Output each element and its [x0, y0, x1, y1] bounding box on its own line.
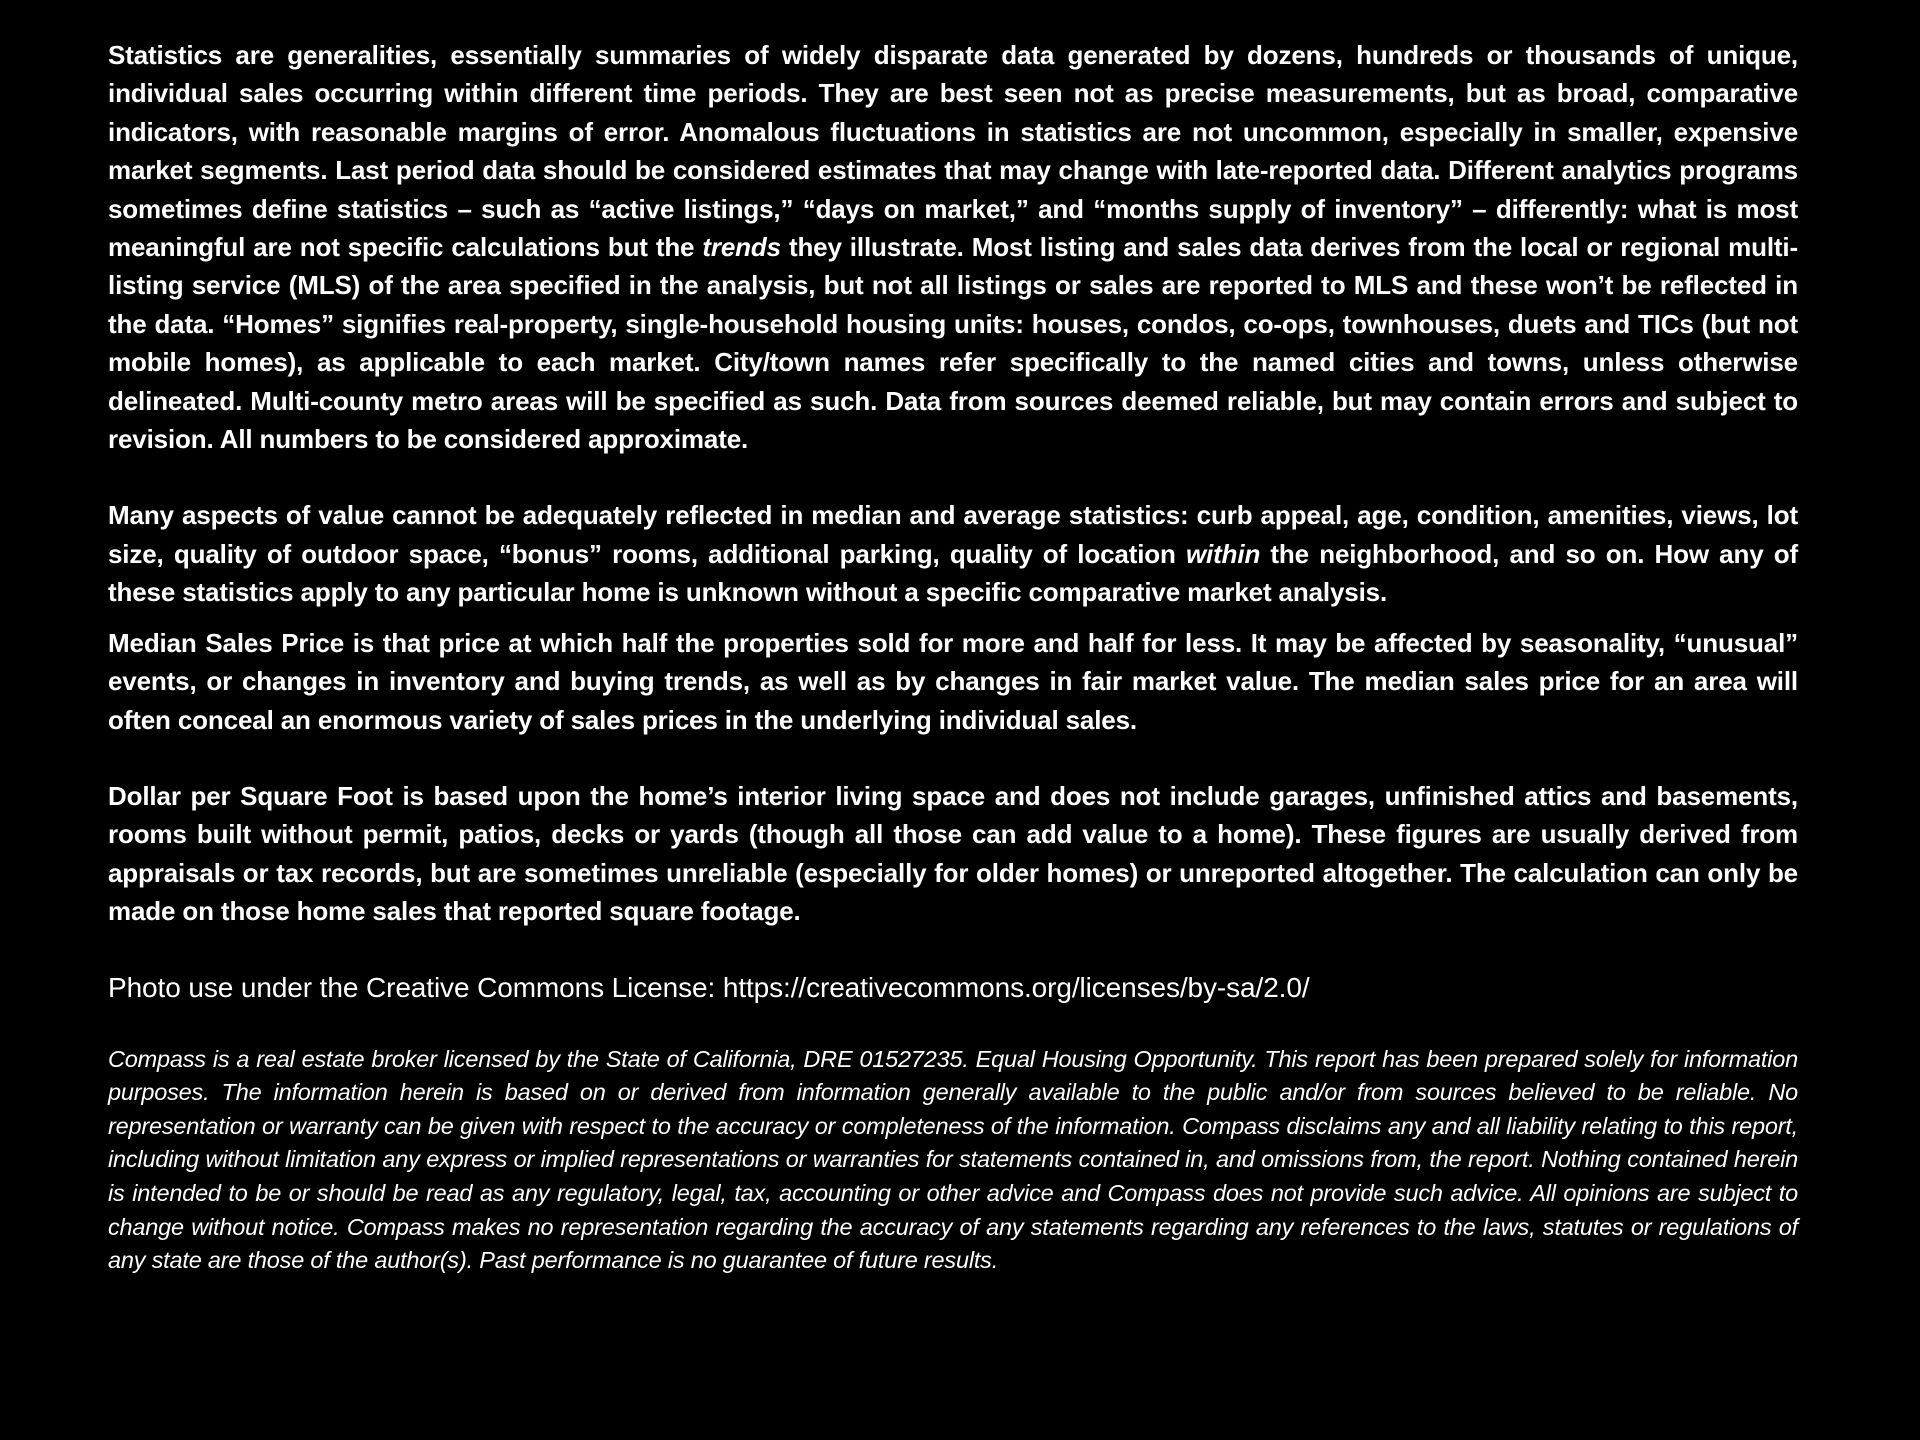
value-aspects-text-part1: Many aspects of value cannot be adequately reflected in median and average statistics: curb appeal, age, condition, amenities, views, lot size, quality of outdoor space, “bonus” rooms, additional parking, quality of location: [108, 500, 1798, 569]
value-aspects-text-part2: the neighborhood, and so on. How any of these statistics apply to any particular home is unknown without a specific comparative market analysis.: [108, 538, 1799, 608]
statistics-text-part1: Statistics are generalities, essentially summaries of widely disparate data generated by dozens, hundreds or thousands of unique, individual sales occurring within different time periods. They are best seen not as precise measurements, but as broad, comparative indicators, with reasonable margins of error. Anomalous fluctuations in statistics are not uncommon, especially in smaller, expensive market segments. Last period data should be considered estimates that may change with late-reported data. Different analytics programs sometimes define statistics – such as “active listings,” “days on market,” and “months supply of inventory” – differently: what is most meaningful are not specific calculations but the: [108, 40, 1798, 263]
value-aspects-emphasis: within: [1185, 538, 1261, 569]
statistics-text-part2: they illustrate. Most listing and sales data derives from the local or regional multi-listing service (MLS) of the area specified in the analysis, but not all listings or sales are reported to MLS and these won’t be reflected in the data. “Homes” signifies real-property, single-household housing units: houses, condos, co-ops, townhouses, duets and TICs (but not mobile homes), as applicable to each market. City/town names refer specifically to the named cities and towns, unless otherwise delineated. Multi-county metro areas will be specified as such. Data from sources deemed reliable, but may contain errors and subject to revision. All numbers to be considered approximate.: [108, 232, 1799, 455]
statistics-paragraph: [108, 36, 1798, 458]
value-aspects-paragraph: [108, 496, 1798, 611]
median-price-paragraph: Median Sales Price is that price at which half the properties sold for more and half for less. It may be affected by seasonality, “unusual” events, or changes in inventory and buying trends, as well as by changes in fair market value. The median sales price for an area will often conceal an enormous variety of sales prices in the underlying individual sales.: [108, 627, 1798, 735]
photo-credit-line: Photo use under the Creative Commons License: https://creativecommons.org/licenses/by-sa/2.0/: [108, 971, 1310, 1003]
dollar-per-sqft-paragraph: Dollar per Square Foot is based upon the home’s interior living space and does not include garages, unfinished attics and basements, rooms built without permit, patios, decks or yards (though all those can add value to a home). These figures are usually derived from appraisals or tax records, but are sometimes unreliable (especially for older homes) or unreported altogether. The calculation can only be made on those home sales that reported square footage.: [108, 780, 1798, 927]
document-body: [108, 36, 1798, 1278]
statistics-emphasis: trends: [702, 232, 781, 263]
legal-disclaimer: Compass is a real estate broker licensed by the State of California, DRE 01527235. Equal Housing Opportunity. This report has been prepared solely for information purposes. The information herein is based on or derived from information generally available to the public and/or from sources believed to be reliable. No representation or warranty can be given with respect to the accuracy or completeness of the information. Compass disclaims any and all liability relating to this report, including without limitation any express or implied representations or warranties for statements contained in, and omissions from, the report. Nothing contained herein is intended to be or should be read as any regulatory, legal, tax, accounting or other advice and Compass does not provide such advice. All opinions are subject to change without notice. Compass makes no representation regarding the accuracy of any statements regarding any references to the laws, statutes or regulations of any state are those of the author(s). Past performance is no guarantee of future results.: [108, 1045, 1798, 1274]
